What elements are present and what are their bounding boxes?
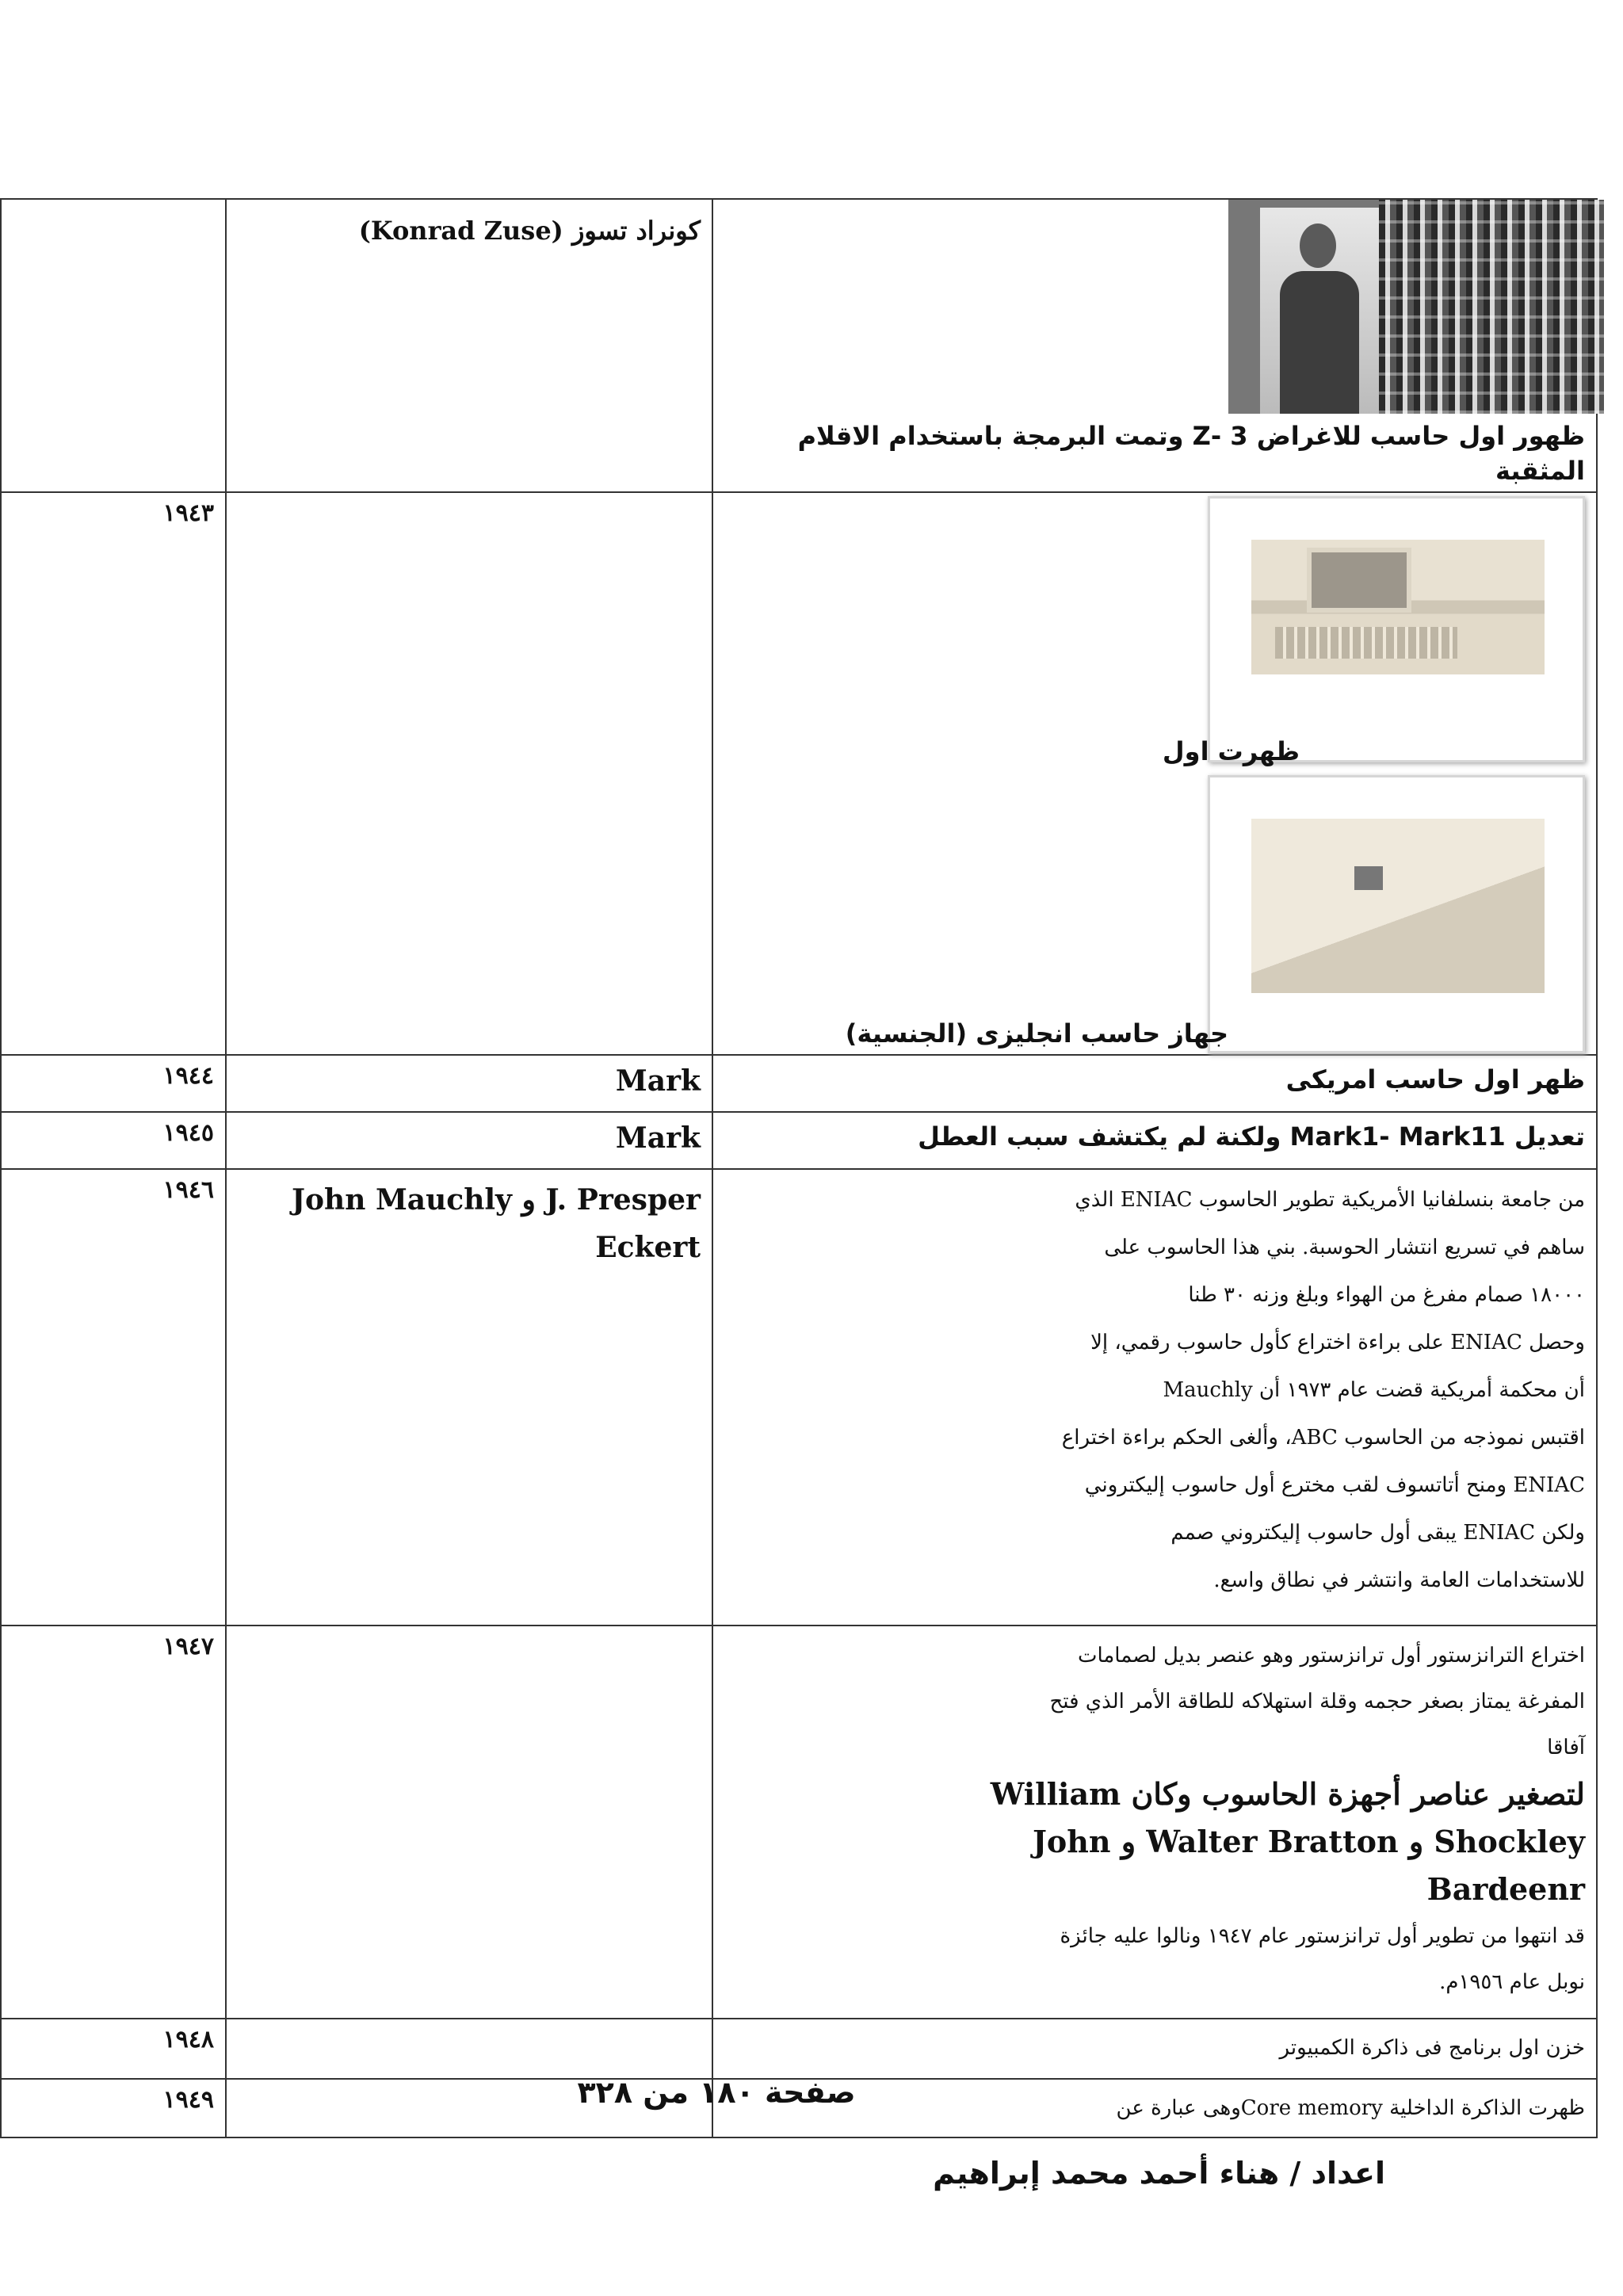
description-line: قد انتهوا من تطوير أول ترانزستور عام ١٩٤٧ ونالوا عليه جائزة <box>1060 1924 1585 1948</box>
description-line: آفاقا <box>1547 1736 1585 1759</box>
description-line: نوبل عام ١٩٥٦م. <box>1439 1970 1585 1994</box>
description-cell <box>712 1112 1597 1169</box>
description-cell <box>712 1055 1597 1112</box>
table-row <box>1 199 1597 492</box>
zuse-photo <box>1228 200 1604 414</box>
laptop-photo-2 <box>1208 775 1585 1053</box>
name-cell <box>226 492 712 1055</box>
page-number: صفحة ١٨٠ من ٣٢٨ <box>577 2075 856 2110</box>
year-cell: ١٩٤٧ <box>1 1626 226 2019</box>
description-text: خزن اول برنامج فى ذاكرة الكمبيوتر <box>1279 2036 1585 2060</box>
inventor-name: كونراد تسوز (Konrad Zuse) <box>358 216 701 246</box>
name-cell <box>226 2019 712 2079</box>
description-line: للاستخدامات العامة وانتشر في نطاق واسع. <box>1213 1568 1585 1592</box>
description-text: جهاز حاسب انجليزى (الجنسية) <box>845 1018 1228 1049</box>
description-line: أن محكمة أمريكية قضت عام ١٩٧٣ أن Mauchly <box>1163 1378 1585 1402</box>
name-cell <box>226 1169 712 1626</box>
description-text: تعديل Mark1- Mark11 ولكنة لم يكتشف سبب العطل <box>918 1121 1585 1152</box>
name-cell <box>226 199 712 492</box>
description-text: ظهرت الذاكرة الداخلية Core memoryوهى عبارة عن <box>1116 2096 1585 2120</box>
z3-photo-area <box>724 200 1585 418</box>
table-row <box>1 1055 1597 1112</box>
year-cell: ١٩٤٨ <box>1 2019 226 2079</box>
description-line: اختراع الترانزستور أول ترانزستور وهو عنصر بديل لصمامات <box>1077 1644 1585 1668</box>
year-cell: ١٩٤٦ <box>1 1169 226 1626</box>
table-row <box>1 1169 1597 1626</box>
description-cell <box>712 199 1597 492</box>
description-cell <box>712 492 1597 1055</box>
table-row <box>1 1112 1597 1169</box>
description-text: ظهر اول حاسب امريكى <box>1285 1064 1585 1095</box>
description-line: Bardeenr <box>1426 1871 1585 1907</box>
description-cell <box>712 1169 1597 1626</box>
name-cell: Mark <box>226 1112 712 1169</box>
laptop-photo-1 <box>1208 496 1585 762</box>
year-cell: ١٩٤٥ <box>1 1112 226 1169</box>
description-line: ولكن ENIAC يبقى أول حاسوب إليكتروني صمم <box>1170 1521 1585 1545</box>
description-line: من جامعة بنسلفانيا الأمريكية تطوير الحاسوب ENIAC الذي <box>1075 1188 1585 1212</box>
table-row <box>1 2019 1597 2079</box>
history-table <box>0 198 1598 2138</box>
description-line: المفرغة يمتاز بصغر حجمه وقلة استهلاكه للطاقة الأمر الذي فتح <box>1049 1690 1585 1713</box>
description-cell <box>712 2019 1597 2079</box>
year-cell: ١٩٤٩ <box>1 2079 226 2137</box>
description-text: ظهرت اول <box>1162 736 1300 766</box>
description-line: ١٨٠٠٠ صمام مفرغ من الهواء وبلغ وزنه ٣٠ طنا <box>1188 1283 1585 1307</box>
description-line: اقتبس نموذجه من الحاسوب ABC، وألغى الحكم براءة اختراع <box>1061 1426 1585 1450</box>
inventor-name: Eckert <box>595 1231 701 1264</box>
description-line: وحصل ENIAC على براءة اختراع كأول حاسوب رقمي، إلا <box>1090 1331 1585 1354</box>
description-line: Shockley و Walter Bratton و John <box>1032 1824 1585 1859</box>
name-cell: Mark <box>226 1055 712 1112</box>
description-cell <box>712 1626 1597 2019</box>
description-text: ظهور اول حاسب للاغراض 3 -Z وتمت البرمجة باستخدام الاقلام المثقبة <box>797 421 1585 486</box>
year-cell <box>1 199 226 492</box>
portrait-image <box>1260 208 1379 414</box>
year-cell: ١٩٤٣ <box>1 492 226 1055</box>
name-cell <box>226 1626 712 2019</box>
author-credit: اعداد / هناء أحمد محمد إبراهيم <box>933 2156 1385 2191</box>
inventor-name: J. Presper و John Mauchly <box>292 1183 701 1217</box>
description-line: ساهم في تسريع انتشار الحوسبة. بني هذا الحاسوب على <box>1104 1236 1585 1259</box>
description-line: ENIAC ومنح أتاتسوف لقب مخترع أول حاسوب إليكتروني <box>1084 1473 1585 1497</box>
laptop-images <box>724 496 1585 1051</box>
description-line: لتصغير عناصر أجهزة الحاسوب وكان William <box>990 1776 1585 1812</box>
table-row <box>1 492 1597 1055</box>
year-cell: ١٩٤٤ <box>1 1055 226 1112</box>
table-row <box>1 1626 1597 2019</box>
